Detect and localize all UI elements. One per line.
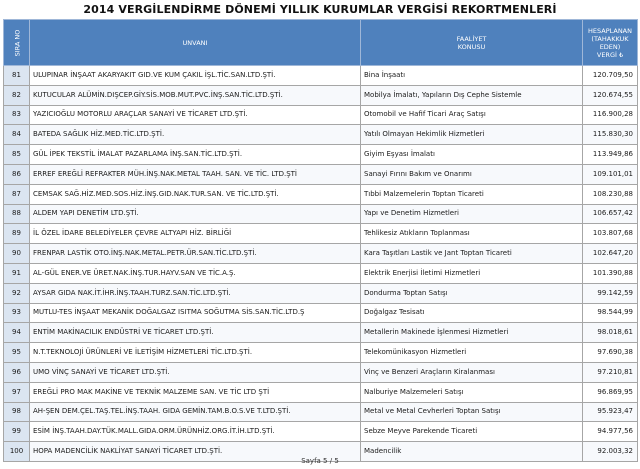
row-tax-amount: 92.003,32 [583,442,638,462]
header-activity-line2: KONUSU [457,42,486,51]
header-value-line1: HESAPLANAN [588,26,632,35]
row-company-name: ESİM İNŞ.TAAH.DAY.TÜK.MALL.GIDA.ORM.ÜRÜNHİZ.ORG.İT.İH.LTD.ŞTİ. [30,422,361,442]
row-rank: 96 [4,362,30,382]
row-tax-amount: 99.142,59 [583,283,638,303]
row-activity: Bina İnşaatı [361,66,583,86]
header-name [30,20,361,66]
row-company-name: ERREF EREĞLİ REFRAKTER MÜH.İNŞ.NAK.METAL TAAH. SAN. VE TİC. LTD.ŞTİ [30,164,361,184]
row-tax-amount: 113.949,86 [583,145,638,165]
row-company-name: İL ÖZEL İDARE BELEDİYELER ÇEVRE ALTYAPI HİZ. BİRLİĞİ [30,224,361,244]
table-row [4,204,638,224]
row-rank: 93 [4,303,30,323]
row-rank: 95 [4,343,30,363]
row-rank: 85 [4,145,30,165]
header-activity [361,20,583,66]
row-tax-amount: 102.647,20 [583,244,638,264]
row-rank: 86 [4,164,30,184]
header-name-label: UNVANI [182,38,208,47]
header-value [583,20,638,66]
row-rank: 100 [4,442,30,462]
page-title: 2014 VERGİLENDİRME DÖNEMİ YILLIK KURUMLAR VERGİSİ REKORTMENLERİ [83,3,557,16]
row-activity: Elektrik Enerjisi İletimi Hizmetleri [361,263,583,283]
row-tax-amount: 103.807,68 [583,224,638,244]
row-rank: 82 [4,85,30,105]
table-row [4,145,638,165]
row-rank: 97 [4,382,30,402]
table-header [4,20,638,66]
row-activity: Sanayi Fırını Bakım ve Onarımı [361,164,583,184]
row-activity: Metal ve Metal Cevherleri Toptan Satışı [361,402,583,422]
row-company-name: YAZICIOĞLU MOTORLU ARAÇLAR SANAYİ VE TİCARET LTD.ŞTİ. [30,105,361,125]
table-row [4,362,638,382]
table-body [4,66,638,462]
row-rank: 92 [4,283,30,303]
table-row [4,422,638,442]
row-activity: Vinç ve Benzeri Araçların Kiralanması [361,362,583,382]
row-tax-amount: 97.690,38 [583,343,638,363]
row-rank: 98 [4,402,30,422]
row-company-name: ALDEM YAPI DENETİM LTD.ŞTİ. [30,204,361,224]
row-activity: Sebze Meyve Parekende Ticareti [361,422,583,442]
table-row [4,323,638,343]
row-company-name: AYSAR GIDA NAK.İT.İHR.İNŞ.TAAH.TURZ.SAN.TİC.LTD.ŞTİ. [30,283,361,303]
row-company-name: MUTLU-TES İNŞAAT MEKANİK DOĞALGAZ ISITMA SOĞUTMA SİS.SAN.TİC.LTD.Ş [30,303,361,323]
table-row [4,184,638,204]
row-activity: Nalburiye Malzemeleri Satışı [361,382,583,402]
row-company-name: HOPA MADENCİLİK NAKLİYAT SANAYİ TİCARET LTD.ŞTİ. [30,442,361,462]
table-row [4,125,638,145]
row-tax-amount: 109.101,01 [583,164,638,184]
row-activity: Doğalgaz Tesisatı [361,303,583,323]
row-company-name: ULUPINAR İNŞAAT AKARYAKIT GID.VE KUM ÇAKIL İŞL.TİC.SAN.LTD.ŞTİ. [30,66,361,86]
header-value-line3: VERGİ ₺ [596,50,624,59]
header-activity-line1: FAALİYET [456,34,487,43]
row-rank: 90 [4,244,30,264]
row-activity: Kara Taşıtları Lastik ve Jant Toptan Ticareti [361,244,583,264]
table-row [4,343,638,363]
row-company-name: KUTUCULAR ALÜMİN.DIŞCEP.GİY.SİS.MOB.MUT.PVC.İNŞ.SAN.TİC.LTD.ŞTİ. [30,85,361,105]
header-value-line2: (TAHAKKUK EDEN) [591,34,629,51]
row-company-name: EREĞLİ PRO MAK MAKİNE VE TEKNİK MALZEME SAN. VE TİC LTD ŞTİ [30,382,361,402]
row-company-name: ENTİM MAKİNACILIK ENDÜSTRİ VE TİCARET LTD.ŞTİ. [30,323,361,343]
page-number: Sayfa 5 / 5 [301,457,339,465]
row-tax-amount: 95.923,47 [583,402,638,422]
table-row [4,244,638,264]
row-company-name: GÜL İPEK TEKSTİL İMALAT PAZARLAMA İNŞ.SAN.TİC.LTD.ŞTİ. [30,145,361,165]
table-row [4,263,638,283]
row-rank: 84 [4,125,30,145]
row-rank: 83 [4,105,30,125]
row-rank: 89 [4,224,30,244]
table-row [4,283,638,303]
row-rank: 99 [4,422,30,442]
row-tax-amount: 108.230,88 [583,184,638,204]
header-rank [4,20,30,66]
row-activity: Metallerin Makinede İşlenmesi Hizmetleri [361,323,583,343]
row-rank: 81 [4,66,30,86]
row-rank: 94 [4,323,30,343]
row-tax-amount: 120.674,55 [583,85,638,105]
row-activity: Madencilik [361,442,583,462]
row-tax-amount: 98.018,61 [583,323,638,343]
table-row [4,224,638,244]
row-activity: Dondurma Toptan Satışı [361,283,583,303]
row-tax-amount: 115.830,30 [583,125,638,145]
row-tax-amount: 98.544,99 [583,303,638,323]
table-row [4,105,638,125]
row-activity: Mobilya İmalatı, Yapıların Dış Cephe Sistemle [361,85,583,105]
row-activity: Giyim Eşyası İmalatı [361,145,583,165]
table-row [4,66,638,86]
row-company-name: FRENPAR LASTİK OTO.İNŞ.NAK.METAL.PETR.ÜR.SAN.TİC.LTD.ŞTİ. [30,244,361,264]
row-company-name: BATEDA SAĞLIK HİZ.MED.TİC.LTD.ŞTİ. [30,125,361,145]
row-tax-amount: 106.657,42 [583,204,638,224]
table-row [4,382,638,402]
row-company-name: AL-GÜL ENER.VE ÜRET.NAK.İNŞ.TUR.HAYV.SAN VE TİC.A.Ş. [30,263,361,283]
row-company-name: N.T.TEKNOLOJİ ÜRÜNLERİ VE İLETİŞİM HİZMETLERİ TİC.LTD.ŞTİ. [30,343,361,363]
row-tax-amount: 96.869,95 [583,382,638,402]
row-tax-amount: 101.390,88 [583,263,638,283]
row-activity: Yapı ve Denetim Hizmetleri [361,204,583,224]
table-row [4,85,638,105]
table-row [4,303,638,323]
row-activity: Tehlikesiz Atıkların Toplanması [361,224,583,244]
row-company-name: AH-ŞEN DEM.ÇEL.TAŞ.TEL.İNŞ.TAAH. GIDA GEMİN.TAM.B.O.S.VE T.LTD.ŞTİ. [30,402,361,422]
row-activity: Otomobil ve Hafif Ticari Araç Satışı [361,105,583,125]
row-company-name: CEMSAK SAĞ.HİZ.MED.SOS.HİZ.İNŞ.GID.NAK.TUR.SAN. VE TİC.LTD.ŞTİ. [30,184,361,204]
row-activity: Yatılı Olmayan Hekimlik Hizmetleri [361,125,583,145]
row-tax-amount: 94.977,56 [583,422,638,442]
row-tax-amount: 120.709,50 [583,66,638,86]
row-rank: 91 [4,263,30,283]
table-row [4,164,638,184]
row-rank: 87 [4,184,30,204]
records-table [3,19,638,462]
row-activity: Tıbbi Malzemelerin Toptan Ticareti [361,184,583,204]
row-tax-amount: 116.900,28 [583,105,638,125]
row-tax-amount: 97.210,81 [583,362,638,382]
row-rank: 88 [4,204,30,224]
row-company-name: UMO VİNÇ SANAYİ VE TİCARET LTD.ŞTİ. [30,362,361,382]
header-rank-label: SIRA NO [13,29,22,56]
table-row [4,402,638,422]
row-activity: Telekomünikasyon Hizmetleri [361,343,583,363]
